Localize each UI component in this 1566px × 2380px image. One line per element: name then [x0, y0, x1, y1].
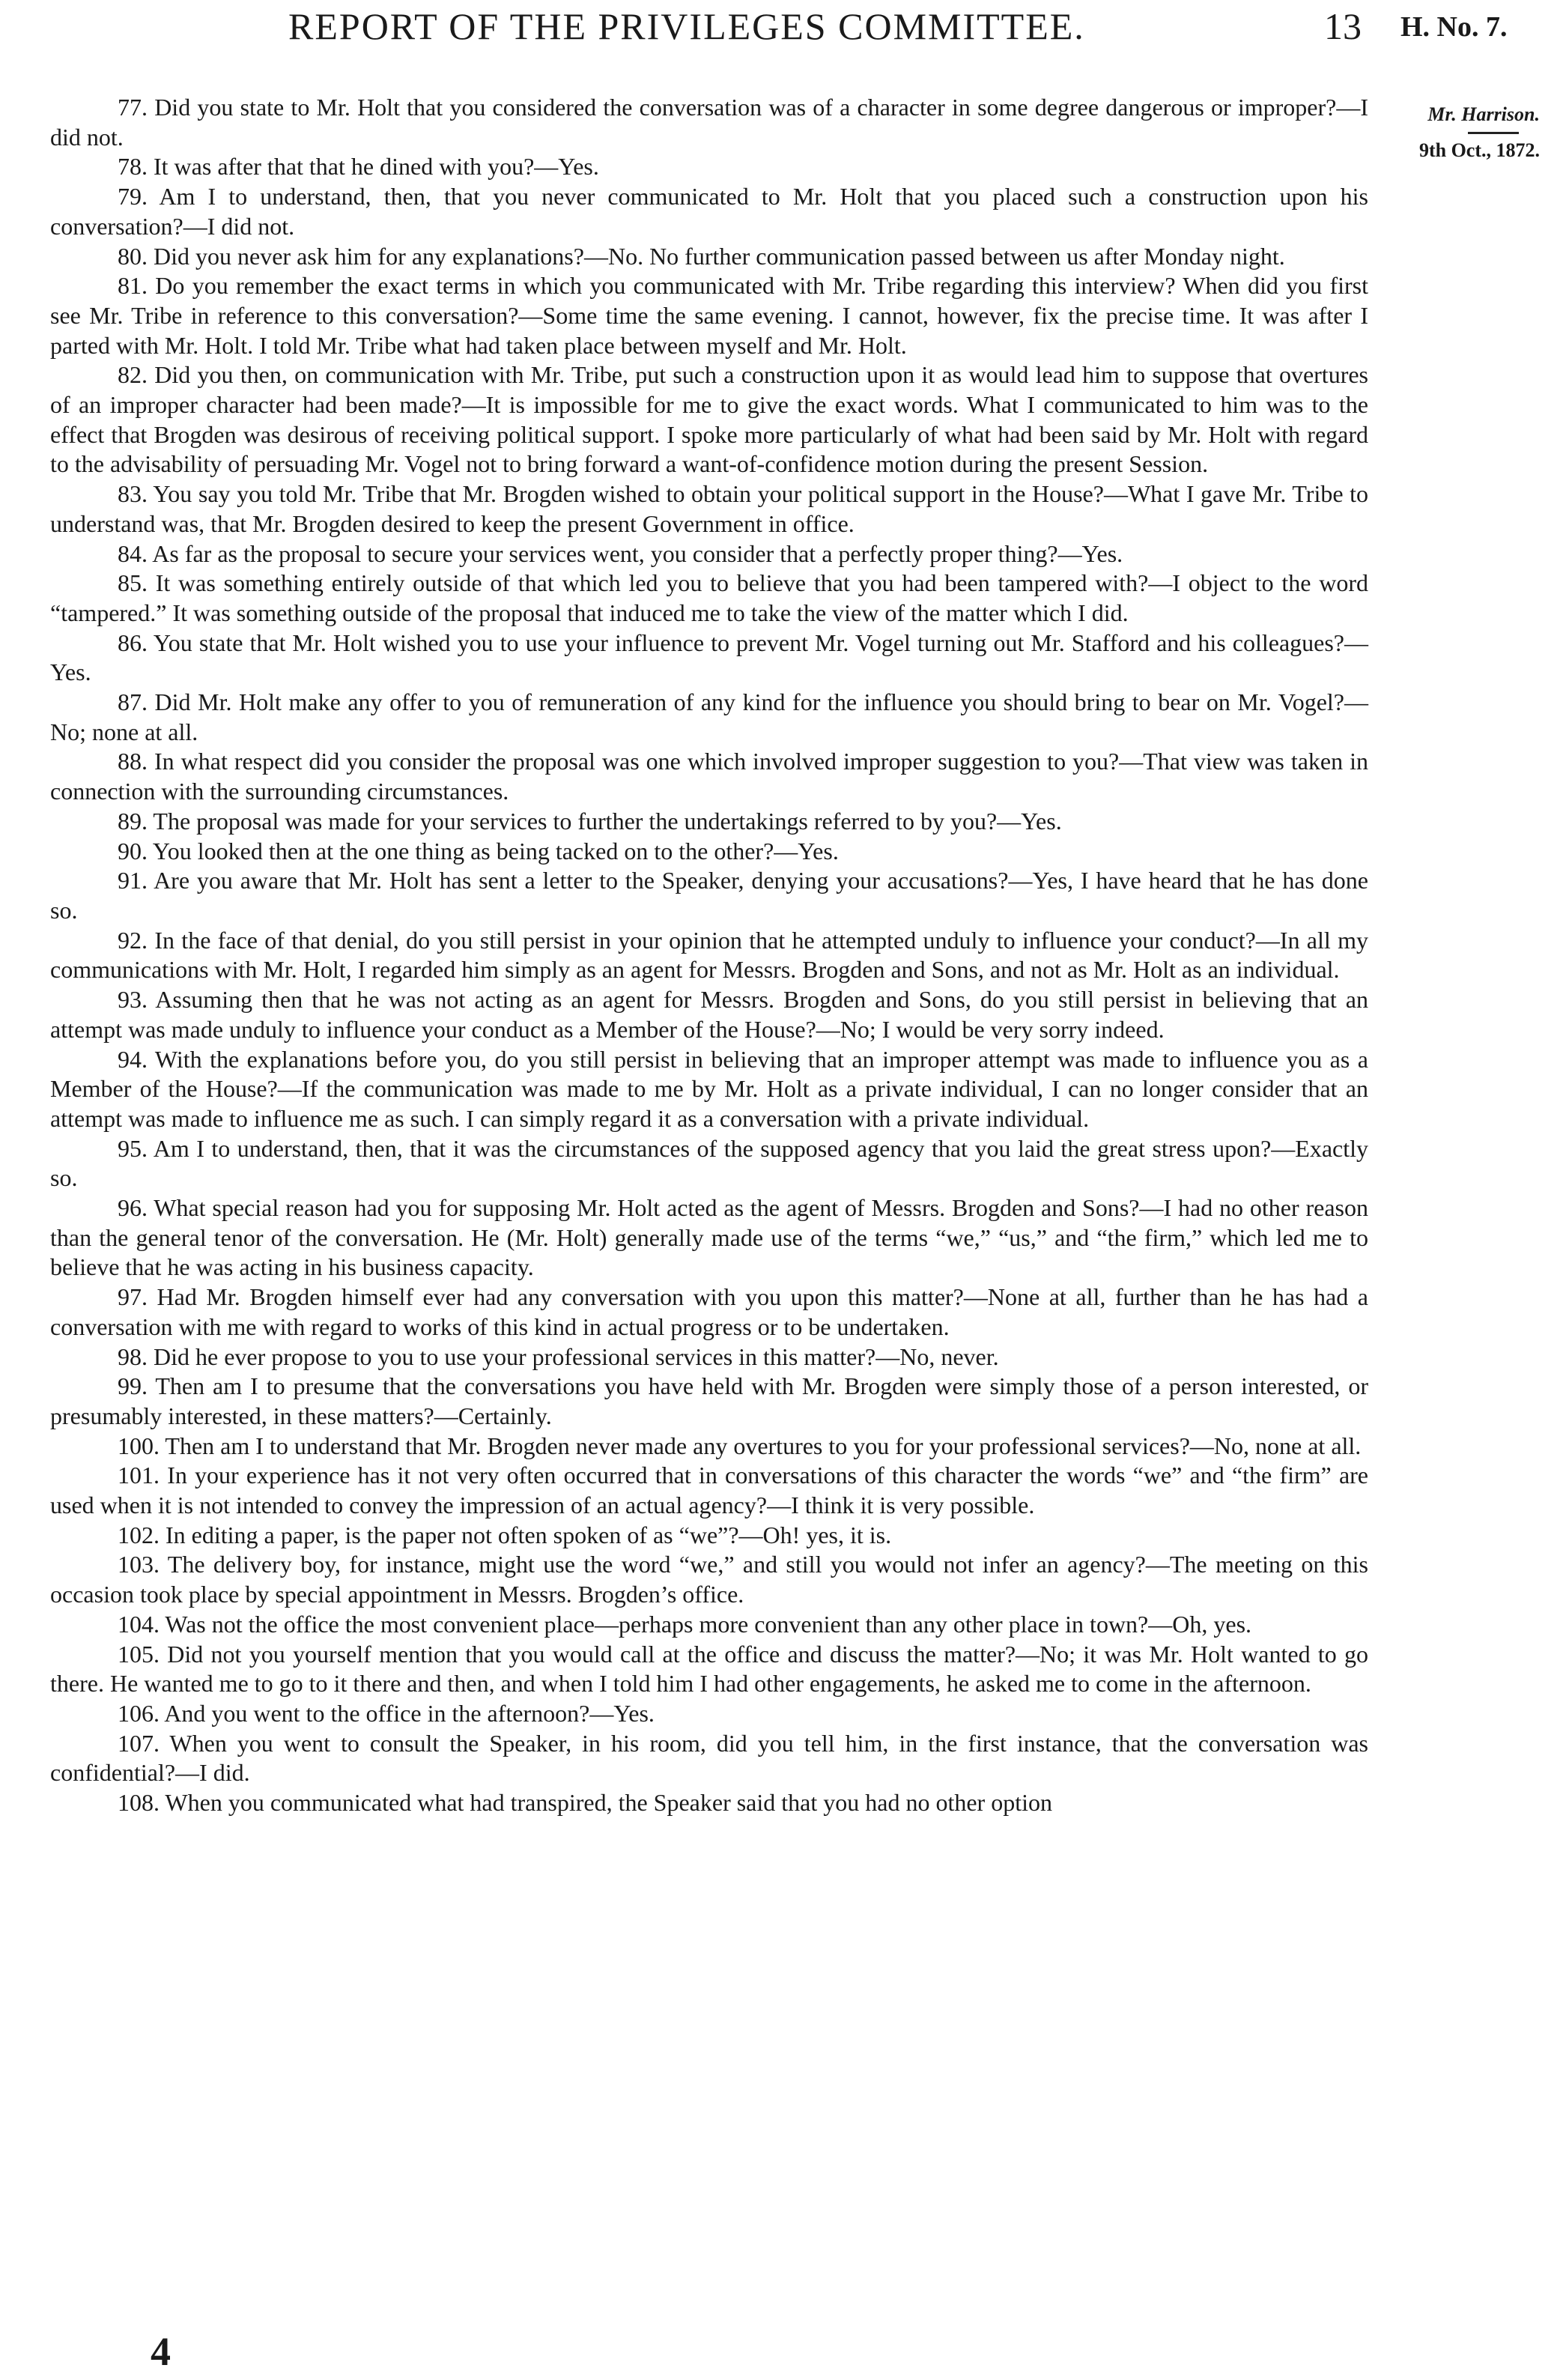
question-82: 82. Did you then, on communication with Mr. Tribe, put such a construction upon it as would lead him to suppose that overtures of an improper character had been made?—It is impossible for me to give the exact words. What I communicated to him was to the effect that Brogden was desirous of receiving political support. I spoke more particularly of what had been said by Mr. Holt with regard to the advisability of persuading Mr. Vogel not to bring forward a want-of-confidence motion during the present Session.: [50, 361, 1368, 478]
page-number: 13: [1324, 5, 1362, 47]
evidence-body: [50, 93, 1368, 1818]
question-85: 85. It was something entirely outside of that which led you to believe that you had been tampered with?—I object to the word “tampered.” It was something outside of the proposal that induced me to take the view of the matter which I did.: [50, 569, 1368, 626]
question-103: 103. The delivery boy, for instance, might use the word “we,” and still you would not infer an agency?—The meeting on this occasion took place by special appointment in Messrs. Brogden’s office.: [50, 1551, 1368, 1608]
question-107: 107. When you went to consult the Speaker, in his room, did you tell him, in the first instance, that the conversation was confidential?—I did.: [50, 1729, 1368, 1787]
question-86: 86. You state that Mr. Holt wished you to use your influence to prevent Mr. Vogel turning out Mr. Stafford and his colleagues?—Yes.: [50, 629, 1368, 686]
question-104: 104. Was not the office the most convenient place—perhaps more convenient than any other place in town?—Oh, yes.: [118, 1610, 1252, 1638]
document-number: H. No. 7.: [1400, 11, 1508, 43]
question-106: 106. And you went to the office in the afternoon?—Yes.: [118, 1699, 655, 1727]
signature-mark: 4: [151, 2329, 171, 2374]
question-99: 99. Then am I to presume that the conversations you have held with Mr. Brogden were simply those of a person interested, or presumably interested, in these matters?—Certainly.: [50, 1372, 1368, 1429]
question-78: 78. It was after that that he dined with you?—Yes.: [118, 153, 599, 181]
question-92: 92. In the face of that denial, do you still persist in your opinion that he attempted unduly to influence your conduct?—In all my communications with Mr. Holt, I regarded him simply as an agent for Messrs. Brogden and Sons, and not as Mr. Holt as an individual.: [50, 926, 1368, 984]
question-89: 89. The proposal was made for your services to further the undertakings referred to by you?—Yes.: [118, 807, 1062, 835]
question-97: 97. Had Mr. Brogden himself ever had any conversation with you upon this matter?—None at all, further than he has had a conversation with me with regard to works of this kind in actual progress or to be undertaken.: [50, 1283, 1368, 1340]
question-96: 96. What special reason had you for supposing Mr. Holt acted as the agent of Messrs. Brogden and Sons?—I had no other reason than the general tenor of the conversation. He (Mr. Holt) generally made use of the terms “we,” “us,” and “the firm,” which led me to believe that he was acting in his business capacity.: [50, 1194, 1368, 1281]
question-94: 94. With the explanations before you, do you still persist in believing that an improper attempt was made to influence you as a Member of the House?—If the communication was made to me by Mr. Holt as a private individual, I can no longer consider that an attempt was made to influence me as such. I can simply regard it as a conversation with a private individual.: [50, 1045, 1368, 1132]
question-93: 93. Assuming then that he was not acting as an agent for Messrs. Brogden and Sons, do you still persist in believing that an attempt was made unduly to influence your conduct as a Member of the House?—No; I would be very sorry indeed.: [50, 986, 1368, 1043]
question-98: 98. Did he ever propose to you to use your professional services in this matter?—No, never.: [118, 1342, 999, 1370]
question-108: 108. When you communicated what had transpired, the Speaker said that you had no other option: [118, 1789, 1052, 1817]
date-margin-note: 9th Oct., 1872.: [1418, 139, 1540, 161]
question-90: 90. You looked then at the one thing as being tacked on to the other?—Yes.: [118, 837, 839, 865]
question-81: 81. Do you remember the exact terms in which you communicated with Mr. Tribe regarding this interview? When did you first see Mr. Tribe in reference to this conversation?—Some time the same evening. I cannot, however, fix the precise time. It was after I parted with Mr. Holt. I told Mr. Tribe what had taken place between myself and Mr. Holt.: [50, 272, 1368, 359]
witness-margin-note: Mr. Harrison.: [1427, 103, 1540, 125]
question-101: 101. In your experience has it not very often occurred that in conversations of this character the words “we” and “the firm” are used when it is not intended to convey the impression of an actual agency?—I think it is very possible.: [50, 1462, 1368, 1519]
report-title: REPORT OF THE PRIVILEGES COMMITTEE.: [288, 5, 1085, 47]
question-87: 87. Did Mr. Holt make any offer to you of remuneration of any kind for the influence you should bring to bear on Mr. Vogel?—No; none at all.: [50, 688, 1368, 745]
question-79: 79. Am I to understand, then, that you never communicated to Mr. Holt that you placed such a construction upon his conversation?—I did not.: [50, 183, 1368, 240]
question-88: 88. In what respect did you consider the proposal was one which involved improper suggestion to you?—That view was taken in connection with the surrounding circumstances.: [50, 748, 1368, 805]
question-77: 77. Did you state to Mr. Holt that you considered the conversation was of a character in some degree dangerous or improper?—I did not.: [50, 94, 1368, 151]
question-95: 95. Am I to understand, then, that it was the circumstances of the supposed agency that you laid the great stress upon?—Exactly so.: [50, 1134, 1368, 1192]
margin-divider: [1468, 132, 1519, 134]
question-100: 100. Then am I to understand that Mr. Brogden never made any overtures to you for your professional services?—No, none at all.: [118, 1432, 1362, 1459]
question-84: 84. As far as the proposal to secure your services went, you consider that a perfectly proper thing?—Yes.: [118, 539, 1123, 567]
question-83: 83. You say you told Mr. Tribe that Mr. Brogden wished to obtain your political support in the House?—What I gave Mr. Tribe to understand was, that Mr. Brogden desired to keep the present Government in office.: [50, 480, 1368, 537]
page-header: [0, 0, 1566, 67]
question-105: 105. Did not you yourself mention that you would call at the office and discuss the matter?—No; it was Mr. Holt wanted to go there. He wanted me to go to it there and then, and when I told him I had other engagements, he asked me to come in the afternoon.: [50, 1640, 1368, 1698]
question-102: 102. In editing a paper, is the paper not often spoken of as “we”?—Oh! yes, it is.: [118, 1521, 892, 1548]
question-91: 91. Are you aware that Mr. Holt has sent a letter to the Speaker, denying your accusations?—Yes, I have heard that he has done so.: [50, 867, 1368, 924]
question-80: 80. Did you never ask him for any explanations?—No. No further communication passed between us after Monday night.: [118, 242, 1285, 270]
